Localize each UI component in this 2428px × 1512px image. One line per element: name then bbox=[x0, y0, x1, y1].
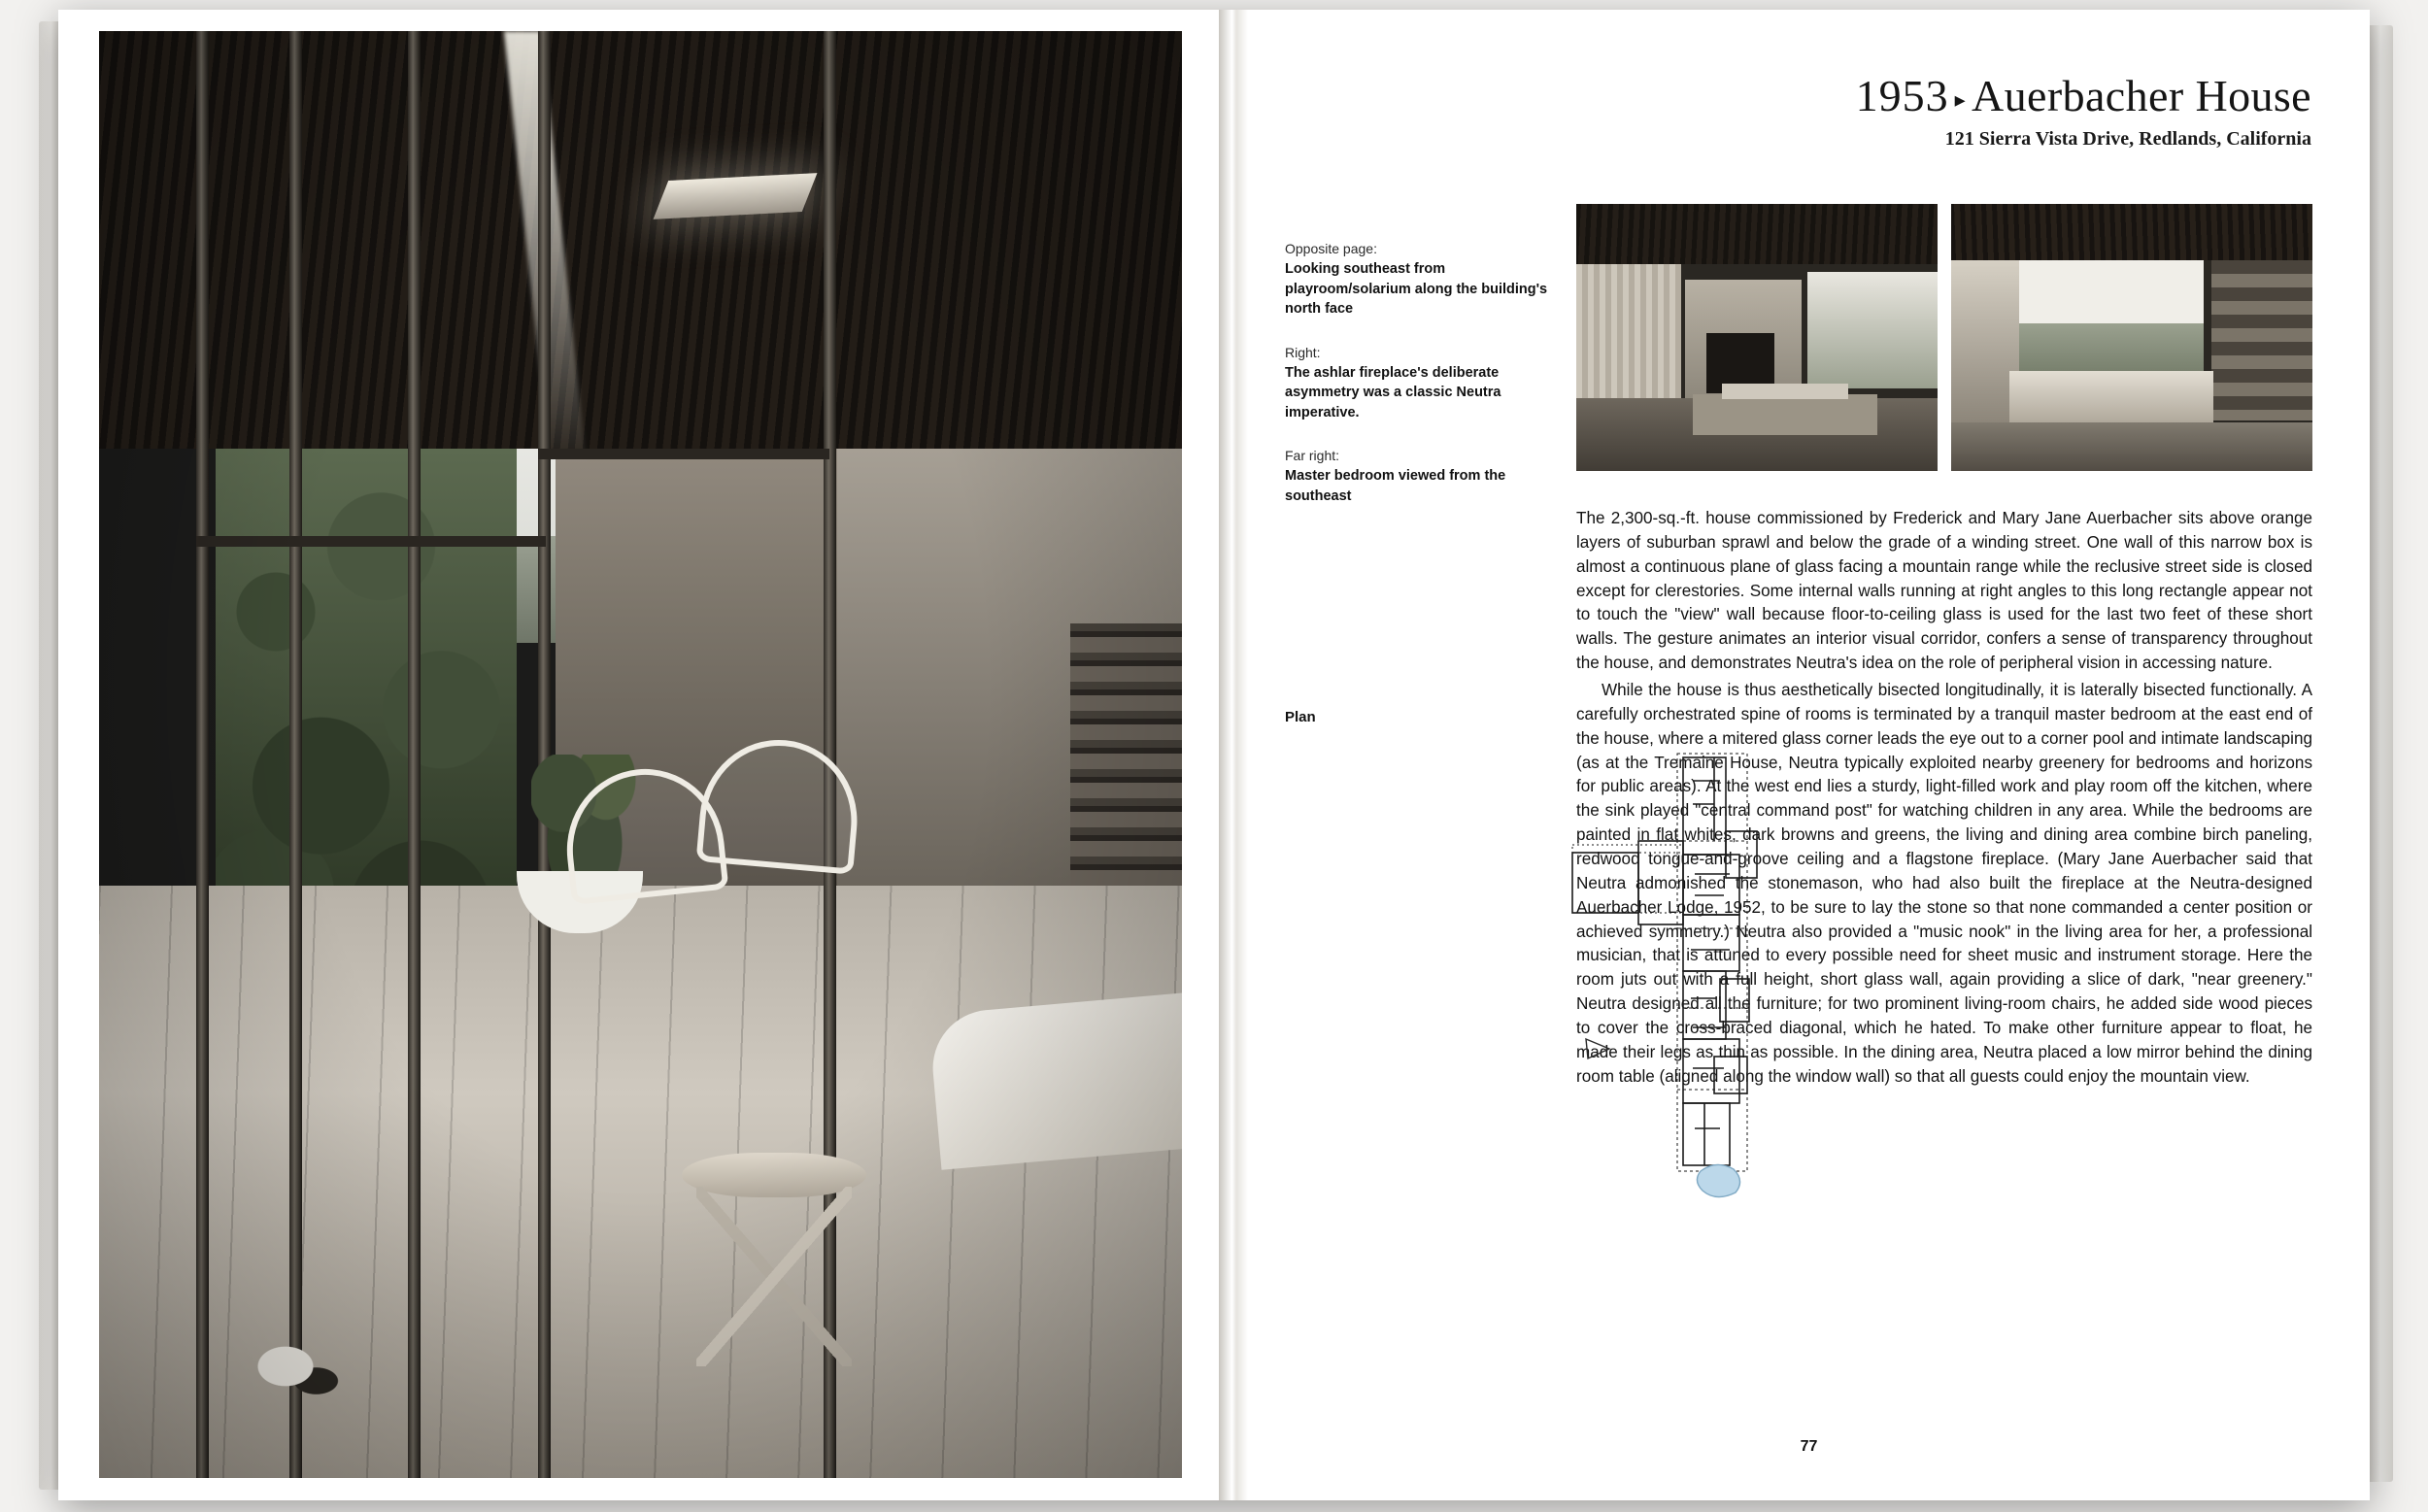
left-page bbox=[58, 10, 1219, 1500]
right-page bbox=[1248, 10, 2370, 1500]
caption-lead: Opposite page: bbox=[1285, 241, 1377, 256]
photo-coffee-table bbox=[1722, 384, 1848, 399]
caption-block bbox=[1285, 345, 1565, 423]
photo-wood-ceiling bbox=[1951, 204, 2312, 260]
body-paragraph-1: The 2,300-sq.-ft. house commissioned by Frederick and Mary Jane Auerbacher sits above orange layers of suburban sprawl and below the grade of a winding street. One wall of this narrow box is almost a continuous plane of glass facing a mountain range while the reclusive street side is closed except for clerestories. Some internal walls running at right angles to this long rectangle appear not to touch the "view" wall because floor-to-ceiling glass is used for the last two feet of these short walls. The gesture animates an interior visual corridor, confers a sense of transparency throughout the house, and demonstrates Neutra's idea on the role of peripheral vision in accessing nature. bbox=[1576, 509, 2312, 673]
photo-pair bbox=[1576, 204, 2312, 471]
page-number: 77 bbox=[1800, 1438, 1818, 1455]
right-page-edges bbox=[2368, 25, 2393, 1482]
photo-wood-ceiling bbox=[1576, 204, 1938, 264]
plan-pool bbox=[1697, 1164, 1739, 1196]
caption-column bbox=[1285, 241, 1565, 532]
caption-block bbox=[1285, 448, 1565, 506]
title-bullet-icon: ▸ bbox=[1954, 87, 1967, 113]
caption-block bbox=[1285, 241, 1565, 319]
photo-drapery bbox=[1576, 264, 1681, 410]
photo-master-bedroom bbox=[1951, 204, 2312, 471]
open-book bbox=[58, 10, 2370, 1500]
photo-sofa bbox=[1693, 394, 1877, 435]
photo-corner-window bbox=[2019, 260, 2204, 375]
photo-window bbox=[1807, 272, 1938, 388]
book-gutter bbox=[1219, 10, 1248, 1500]
photo-shelving bbox=[2211, 260, 2312, 420]
body-paragraph-2: While the house is thus aesthetically bisected longitudinally, it is laterally bisected functionally. A carefully orchestrated spine of rooms is terminated by a tranquil master bedroom at the east end of the house, where a mitered glass corner leads the eye out to a corner pool and intimate landscaping (as at the Tremaine House, Neutra typically exploited nearby greenery for bedrooms and horizons for public areas). At the west end lies a sturdy, light-filled work and play room off the kitchen, where the sink played "central command post" for watching children in any area. While the bedrooms are painted in flat whites, dark browns and greens, the living and dining area combine birch paneling, redwood tongue-and-groove ceiling and a flagstone fireplace. (Mary Jane Auerbacher said that Neutra admonished the stonemason, who had also built the fireplace at the Neutra-designed Auerbacher Lodge, 1952, to be sure to lay the stone so that none commanded a center position or achieved symmetry.) Neutra also provided a "music nook" in the living area for her, a professional musician, that is attuned to every possible need for sheet music and instrument storage. Here the room juts out with a full height, short glass wall, again providing a slice of dark, "near greenery." Neutra designed all the furniture; for two prominent living-room chairs, he added side wood pieces to cover the cross-braced diagonal, which he hated. To make other furniture appear to float, he made their legs as thin as possible. In the dining area, Neutra placed a low mirror behind the dining room table (aligned along the window wall) so that all guests could enjoy the mountain view. bbox=[1576, 681, 2312, 1086]
plan-north-arrow bbox=[1586, 1039, 1609, 1058]
project-year: 1953 bbox=[1855, 71, 1949, 120]
project-name: Auerbacher House bbox=[1972, 71, 2311, 120]
photo-living-room-fireplace bbox=[1576, 204, 1938, 471]
floor-plan bbox=[1568, 748, 1879, 1311]
caption-lead: Far right: bbox=[1285, 448, 1340, 464]
project-address: 121 Sierra Vista Drive, Redlands, California bbox=[1944, 128, 2311, 150]
caption-text: Looking southeast from playroom/solarium along the building's north face bbox=[1285, 261, 1548, 318]
page-title bbox=[1437, 70, 2311, 151]
floor-plan-drawing bbox=[1568, 748, 1879, 1311]
plan-label: Plan bbox=[1285, 709, 1316, 725]
caption-text: The ashlar fireplace's deliberate asymmetry was a classic Neutra imperative. bbox=[1285, 364, 1501, 420]
photo-cabinet bbox=[2009, 371, 2213, 429]
photo-vignette bbox=[99, 31, 1182, 1478]
photo-floor bbox=[1951, 422, 2312, 471]
main-photograph bbox=[99, 31, 1182, 1478]
caption-text: Master bedroom viewed from the southeast bbox=[1285, 468, 1506, 505]
caption-lead: Right: bbox=[1285, 344, 1321, 360]
